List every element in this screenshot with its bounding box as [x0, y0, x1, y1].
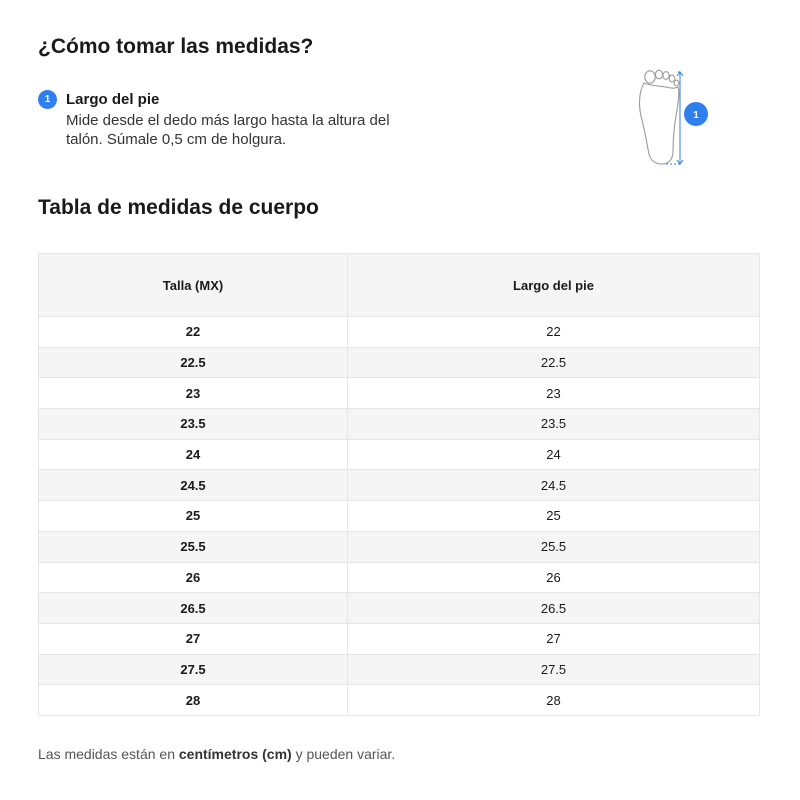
- table-row: [39, 501, 760, 532]
- size-cell: 23: [39, 378, 348, 409]
- table-row: [39, 593, 760, 624]
- table-row: [39, 317, 760, 348]
- size-cell: 23.5: [39, 409, 348, 440]
- table-header-row: [39, 254, 760, 317]
- units-note-unit: centímetros (cm): [178, 746, 292, 762]
- table-row: [39, 470, 760, 501]
- units-note-prefix: Las medidas están en: [38, 746, 179, 762]
- column-header-foot-length: Largo del pie: [348, 254, 760, 317]
- size-cell: 24.5: [39, 470, 348, 501]
- table-row: [39, 685, 760, 716]
- length-cell: 27: [348, 623, 760, 654]
- table-row: [39, 378, 760, 409]
- size-cell: 22.5: [39, 347, 348, 378]
- illustration-badge-number: 1: [693, 110, 699, 121]
- length-cell: 28: [348, 685, 760, 716]
- step-description: Mide desde el dedo más largo hasta la altura del talón. Súmale 0,5 cm de holgura.: [66, 112, 390, 148]
- table-row: [39, 439, 760, 470]
- size-cell: 26: [39, 562, 348, 593]
- length-cell: 24: [348, 439, 760, 470]
- length-cell: 22: [348, 317, 760, 348]
- table-row: [39, 409, 760, 440]
- step-title: Largo del pie: [66, 91, 160, 108]
- units-note-suffix: y pueden variar.: [291, 746, 396, 762]
- table-row: [39, 347, 760, 378]
- table-row: [39, 623, 760, 654]
- table-row: [39, 562, 760, 593]
- length-cell: 27.5: [348, 654, 760, 685]
- length-cell: 22.5: [348, 347, 760, 378]
- size-cell: 25.5: [39, 531, 348, 562]
- foot-outline-icon: [640, 70, 679, 164]
- table-row: [39, 654, 760, 685]
- table-row: [39, 531, 760, 562]
- length-cell: 25: [348, 501, 760, 532]
- step-number-badge: 1: [38, 90, 57, 109]
- size-cell: 28: [39, 685, 348, 716]
- size-cell: 22: [39, 317, 348, 348]
- column-header-size: Talla (MX): [39, 254, 348, 317]
- units-note: [38, 745, 395, 763]
- size-cell: 26.5: [39, 593, 348, 624]
- length-cell: 23: [348, 378, 760, 409]
- how-to-measure-title: ¿Cómo tomar las medidas?: [38, 35, 314, 58]
- size-table-title: Tabla de medidas de cuerpo: [38, 196, 319, 219]
- size-cell: 24: [39, 439, 348, 470]
- length-cell: 24.5: [348, 470, 760, 501]
- length-cell: 23.5: [348, 409, 760, 440]
- size-table: [38, 253, 760, 716]
- length-cell: 26.5: [348, 593, 760, 624]
- size-cell: 27: [39, 623, 348, 654]
- foot-length-illustration: [630, 66, 720, 170]
- length-cell: 25.5: [348, 531, 760, 562]
- size-cell: 25: [39, 501, 348, 532]
- size-cell: 27.5: [39, 654, 348, 685]
- length-cell: 26: [348, 562, 760, 593]
